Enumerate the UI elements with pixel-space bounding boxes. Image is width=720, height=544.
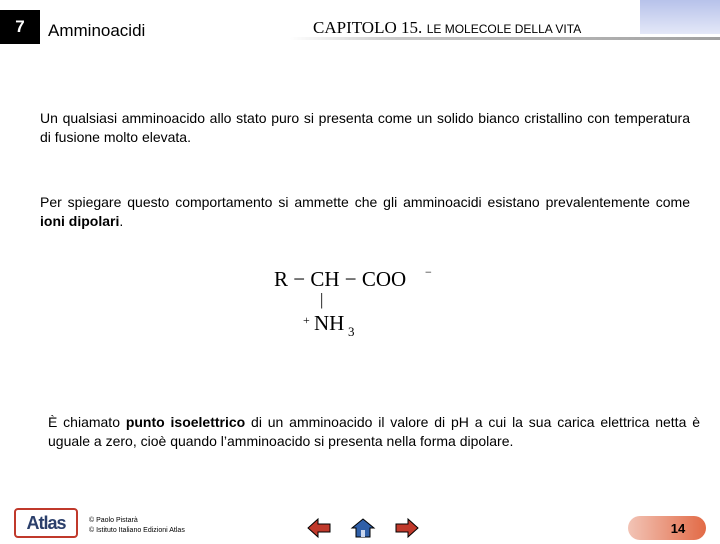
home-icon [350,517,376,539]
previous-page-button[interactable] [306,517,332,539]
section-title: Amminoacidi [48,21,146,40]
chapter-label: CAPITOLO 15. [313,18,423,37]
zwitterion-formula [268,262,448,342]
paragraph-isoelectric [48,413,700,451]
paragraph-dipolar [40,193,690,231]
page-number-badge [628,516,706,540]
credits [89,516,185,536]
paragraph-intro: Un qualsiasi amminoacido allo stato puro si presenta come un solido bianco cristallino con temperatura di fusione molto elevata. [40,110,690,145]
page-number: 14 [670,520,686,536]
paragraph-isoelectric-text: di un amminoacido il valore di pH a cui la sua carica elettrica netta è uguale a zero, cioè quando l’amminoacido si presenta nella forma dipolare. [48,414,700,449]
chapter-heading [313,18,581,38]
formula-bottom-charge: + [303,313,310,327]
paragraph-dipolar-end: . [119,213,124,229]
formula-subscript: 3 [348,324,355,339]
chapter-number-badge: 7 [0,10,40,44]
next-page-button[interactable] [394,517,420,539]
credit-author: © Paolo Pistarà [89,517,138,524]
header-divider [290,37,720,40]
term-punto-isoelettrico: punto isoelettrico [125,414,246,430]
paragraph-isoelectric-start: È chiamato [48,414,126,430]
home-button[interactable] [350,517,376,539]
arrow-right-icon [394,517,420,539]
atlas-logo-text: Atlas [26,512,66,533]
formula-top-line: R − CH − COO [274,267,407,291]
credit-publisher: © Istituto Italiano Edizioni Atlas [89,527,185,534]
paragraph-dipolar-text: Per spiegare questo comportamento si ammette che gli amminoacidi esistano prevalentemente come [40,194,690,210]
chapter-subtitle: LE MOLECOLE DELLA VITA [426,22,582,36]
formula-top-charge: − [425,265,432,279]
atlas-logo [14,508,78,538]
term-ioni-dipolari: ioni dipolari [40,213,120,229]
arrow-left-icon [306,517,332,539]
header-band [640,0,720,34]
formula-amino-group: NH [314,311,345,335]
formula-bond: | [320,290,324,309]
